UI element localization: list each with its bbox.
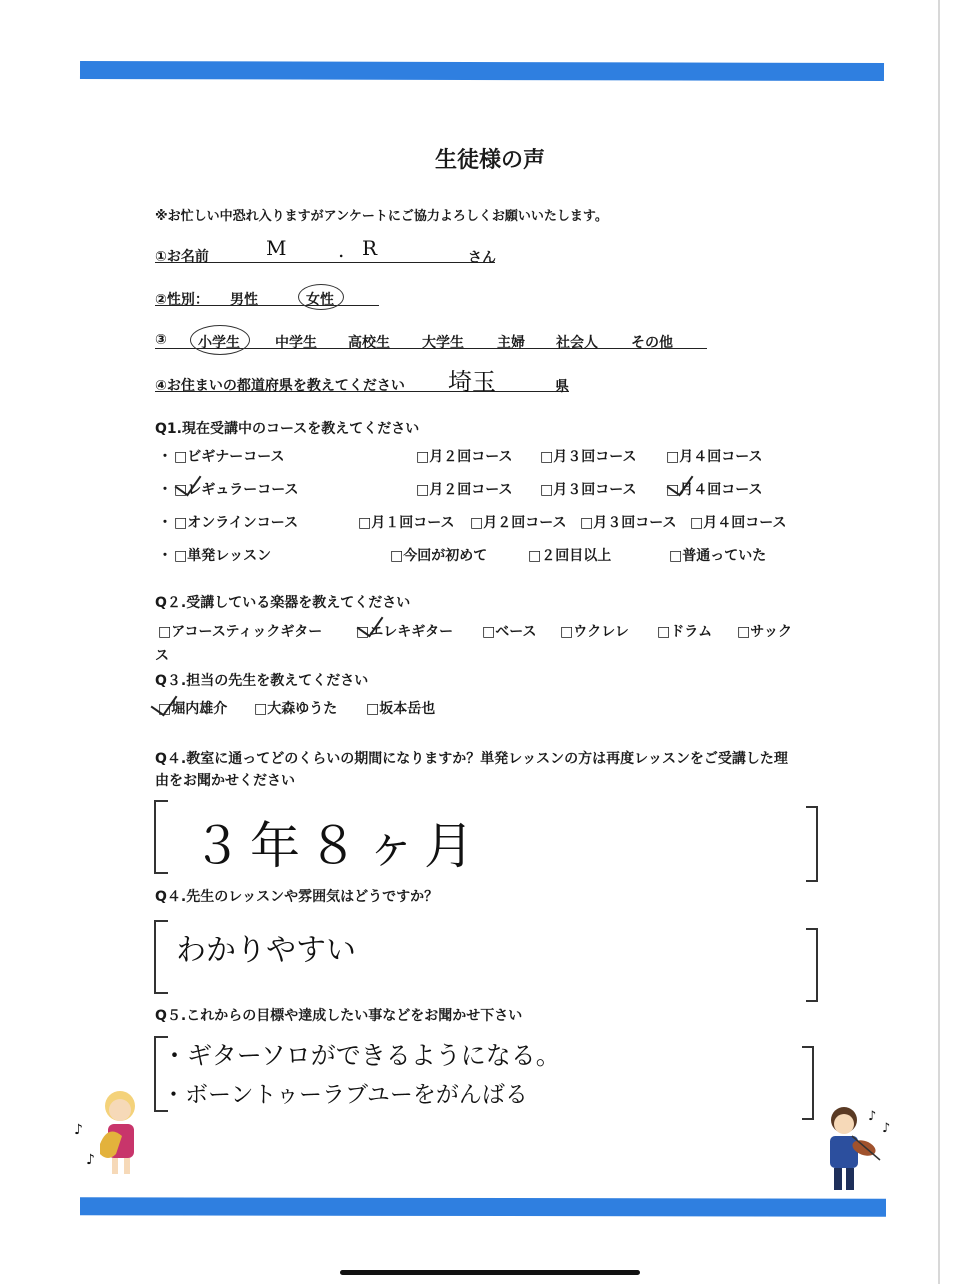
q2-option-sax: □サック [737, 624, 792, 640]
svg-text:♪: ♪ [74, 1122, 83, 1138]
q1-row2-option3: □月４回コース [666, 482, 763, 498]
name-last-initial: R [362, 236, 378, 260]
intro-text: ※お忙しい中恐れ入りますがアンケートにご協力よろしくお願いいたします。 [155, 209, 608, 224]
q2-option-drum: □ドラム [657, 624, 713, 640]
boy-violin-illustration [812, 1102, 898, 1194]
q1-row2-bullet: ・ [158, 482, 172, 498]
q3-option-sakamoto: □坂本岳也 [366, 701, 436, 717]
q4b-bracket-right [806, 928, 818, 1002]
q1-row3-option2: □月２回コース [470, 515, 567, 531]
q1-row1-bullet: ・ [158, 449, 172, 465]
name-first-initial: M [266, 236, 287, 260]
home-indicator[interactable] [340, 1270, 640, 1275]
q1-row3-option3: □月３回コース [580, 515, 677, 531]
category-option-university: 大学生 [422, 335, 464, 351]
q1-row1-option1: □月２回コース [416, 449, 513, 465]
q5-heading: Q５.これからの目標や達成したい事などをお聞かせ下さい [155, 1008, 523, 1024]
svg-text:♪: ♪ [868, 1109, 877, 1124]
q5-answer-line2: ・ボーントゥーラブユーをがんばる [162, 1082, 528, 1108]
q1-row2-label: □レギュラーコース [174, 482, 299, 498]
q4a-answer: ３年８ヶ月 [192, 817, 482, 875]
q1-row3-label: □オンラインコース [174, 515, 299, 531]
prefecture-label: ④お住まいの都道府県を教えてください [155, 378, 405, 394]
q3-option-omori: □大森ゆうた [254, 701, 338, 717]
q3-heading: Q３.担当の先生を教えてください [155, 673, 369, 689]
q1-row1-option3: □月４回コース [666, 449, 763, 465]
q4b-bracket-left [154, 920, 168, 994]
category-label: ③ [155, 332, 167, 348]
q1-row4-option3: □普通っていた [669, 548, 767, 564]
page-edge-line [938, 0, 940, 1284]
selection-circle-elementary [190, 325, 250, 355]
q1-row4-bullet: ・ [158, 548, 172, 564]
category-option-elementary: 小学生 [198, 335, 240, 351]
gender-option-female: 女性 [306, 292, 334, 308]
q4b-answer: わかりやすい [176, 933, 356, 968]
svg-text:♪: ♪ [882, 1121, 891, 1136]
q2-option-bass: □ベース [482, 624, 537, 640]
prefecture-value: 埼玉 [448, 368, 496, 396]
q1-row3-option4: □月４回コース [690, 515, 787, 531]
q1-row3-option1: □月１回コース [358, 515, 455, 531]
q1-row1-option2: □月３回コース [540, 449, 637, 465]
q4a-heading-line1: Q４.教室に通ってどのくらいの期間になりますか？単発レッスンの方は再度レッスンをご受講した理 [155, 751, 788, 767]
q4a-heading-line2: 由をお聞かせください [155, 773, 295, 789]
blue-tape-bottom [80, 1197, 886, 1216]
category-option-junior-high: 中学生 [275, 335, 317, 351]
category-option-housewife: 主婦 [497, 335, 525, 351]
girl-saxophone-illustration [70, 1084, 160, 1184]
q1-heading: Q1.現在受講中のコースを教えてください [155, 421, 420, 437]
selection-circle-female [298, 284, 344, 310]
q1-row4-option2: □２回目以上 [528, 548, 612, 564]
q2-option-ukulele: □ウクレレ [560, 624, 629, 640]
gender-option-male: 男性 [230, 292, 258, 308]
category-option-worker: 社会人 [556, 335, 598, 351]
q1-row4-option1: □今回が初めて [390, 548, 488, 564]
blue-tape-top [80, 61, 884, 81]
q2-option-electric: □エレキギター [356, 624, 454, 640]
q2-heading: Q２.受講している楽器を教えてください [155, 595, 411, 611]
q4a-bracket-right [806, 806, 818, 882]
q1-row2-option1: □月２回コース [416, 482, 513, 498]
q2-option-sax-wrap: ス [155, 648, 169, 664]
gender-label: ②性別： [155, 292, 209, 308]
q4b-heading: Q４.先生のレッスンや雰囲気はどうですか？ [155, 889, 439, 905]
q1-row3-bullet: ・ [158, 515, 172, 531]
q1-row4-label: □単発レッスン [174, 548, 272, 564]
prefecture-suffix: 県 [555, 379, 569, 395]
q3-option-horiuchi: □堀内雄介 [158, 701, 228, 717]
name-suffix: さん [468, 250, 496, 266]
page-title: 生徒様の声 [434, 148, 545, 173]
name-label: ①お名前 [155, 249, 209, 265]
svg-text:♪: ♪ [86, 1152, 95, 1168]
name-dot: . [338, 238, 345, 262]
q4a-bracket-left [154, 800, 168, 874]
q5-answer-line1: ・ギターソロができるようになる。 [162, 1041, 561, 1070]
category-option-other: その他 [631, 335, 673, 351]
q2-option-acoustic: □アコースティックギター [158, 624, 323, 640]
q1-row1-label: □ビギナーコース [174, 449, 285, 465]
category-option-high-school: 高校生 [348, 335, 390, 351]
q1-row2-option2: □月３回コース [540, 482, 637, 498]
